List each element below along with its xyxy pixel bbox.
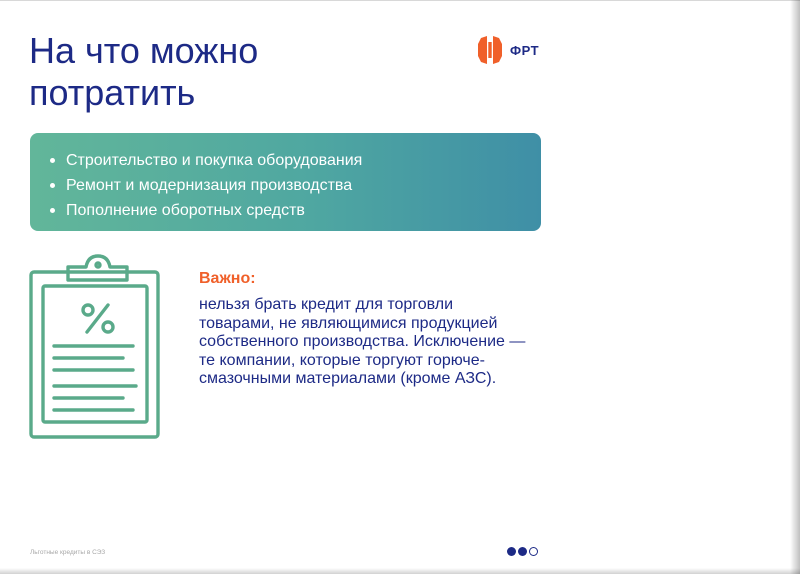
list-item [50, 148, 541, 173]
frt-logo [476, 35, 539, 65]
bullet-icon [50, 158, 55, 163]
important-heading: Важно: [199, 270, 256, 287]
pager-dot-icon [529, 547, 538, 556]
bullet-icon [50, 208, 55, 213]
list-item [50, 173, 541, 198]
list-item [50, 198, 541, 223]
frt-logo-text: ФРТ [510, 42, 540, 58]
bullet-icon [50, 183, 55, 188]
clipboard-percent-icon [28, 254, 168, 440]
uses-banner [30, 133, 541, 231]
important-text: нельзя брать кредит для торговли товарами, не являющимися продукцией собственного производства. Исключение — те компании, которые торгуют горюче-смазочными материалами (кроме АЗС). [199, 296, 526, 387]
pager-dot-icon [518, 547, 527, 556]
slide-shadow-bottom [0, 568, 800, 574]
slide-top-border [0, 0, 800, 1]
list-item-label: Строительство и покупка оборудования [66, 152, 363, 169]
slide-shadow-right [790, 0, 800, 574]
list-item-label: Ремонт и модернизация производства [66, 177, 353, 194]
slide-title-line-1: На что можно [29, 30, 259, 71]
frt-logo-icon [476, 35, 504, 65]
pager-dot-icon [507, 547, 516, 556]
uses-list [50, 148, 541, 223]
slide-title-line-2: потратить [29, 72, 196, 113]
slide-title [29, 30, 389, 114]
footer-caption: Льготные кредиты в СЭЗ [30, 549, 106, 556]
list-item-label: Пополнение оборотных средств [66, 202, 305, 219]
slide-pager [507, 547, 538, 556]
